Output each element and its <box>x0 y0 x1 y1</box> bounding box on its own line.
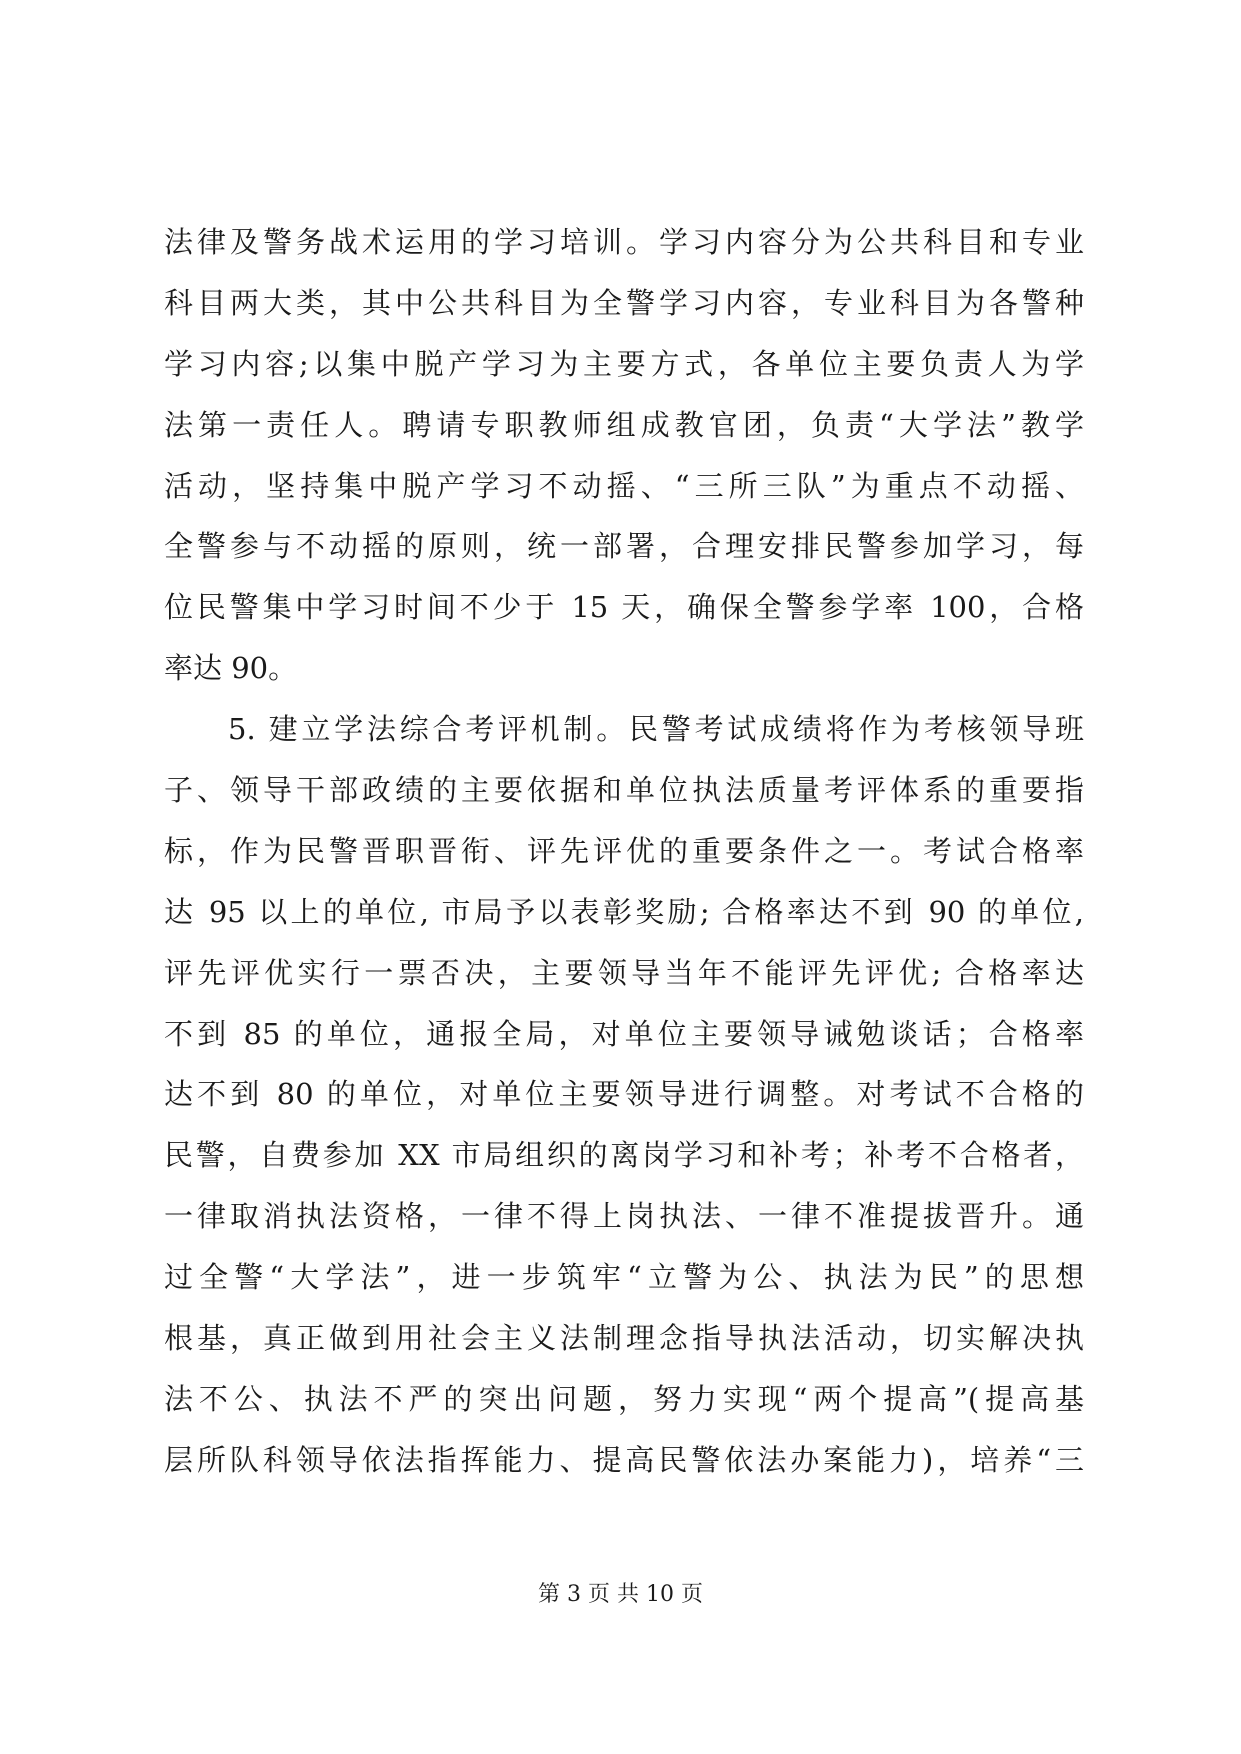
page-number-footer: 第 3 页 共 10 页 <box>538 1582 703 1607</box>
text-line: 过全警“大学法”，进一步筑牢“立警为公、执法为民”的思想 <box>164 1260 1084 1295</box>
text-line: 标，作为民警晋职晋衔、评先评优的重要条件之一。考试合格率 <box>164 833 1084 868</box>
text-line: 根基，真正做到用社会主义法制理念指导执法活动，切实解决执 <box>164 1321 1084 1356</box>
text-line: 率达 90。 <box>164 651 298 686</box>
text-line: 一律取消执法资格，一律不得上岗执法、一律不准提拔晋升。通 <box>164 1199 1084 1234</box>
document-body <box>164 212 1084 1491</box>
text-line: 法律及警务战术运用的学习培训。学习内容分为公共科目和专业 <box>164 225 1084 259</box>
text-line: 法不公、执法不严的突出问题，努力实现“两个提高”(提高基 <box>164 1381 1084 1416</box>
text-line: 层所队科领导依法指挥能力、提高民警依法办案能力)，培养“三 <box>164 1442 1084 1477</box>
text-line: 位民警集中学习时间不少于 15 天，确保全警参学率 100，合格 <box>164 590 1084 625</box>
text-line: 不到 85 的单位，通报全局，对单位主要领导诫勉谈话；合格率 <box>164 1016 1084 1051</box>
text-line: 民警，自费参加 XX 市局组织的离岗学习和补考；补考不合格者， <box>164 1138 1084 1173</box>
paragraph-start-line: 5. 建立学法综合考评机制。民警考试成绩将作为考核领导班 <box>228 712 1084 747</box>
text-line: 活动，坚持集中脱产学习不动摇、“三所三队”为重点不动摇、 <box>164 468 1084 503</box>
text-line: 评先评优实行一票否决，主要领导当年不能评先评优; 合格率达 <box>164 955 1084 990</box>
text-line: 全警参与不动摇的原则，统一部署，合理安排民警参加学习，每 <box>164 529 1084 564</box>
text-line: 达不到 80 的单位，对单位主要领导进行调整。对考试不合格的 <box>164 1077 1084 1112</box>
text-line: 学习内容;以集中脱产学习为主要方式，各单位主要负责人为学 <box>164 346 1084 381</box>
text-line: 法第一责任人。聘请专职教师组成教官团，负责“大学法”教学 <box>164 407 1084 442</box>
text-line: 科目两大类，其中公共科目为全警学习内容，专业科目为各警种 <box>164 285 1084 320</box>
text-line: 子、领导干部政绩的主要依据和单位执法质量考评体系的重要指 <box>164 773 1084 808</box>
text-line: 达 95 以上的单位, 市局予以表彰奖励; 合格率达不到 90 的单位, <box>164 894 1084 929</box>
